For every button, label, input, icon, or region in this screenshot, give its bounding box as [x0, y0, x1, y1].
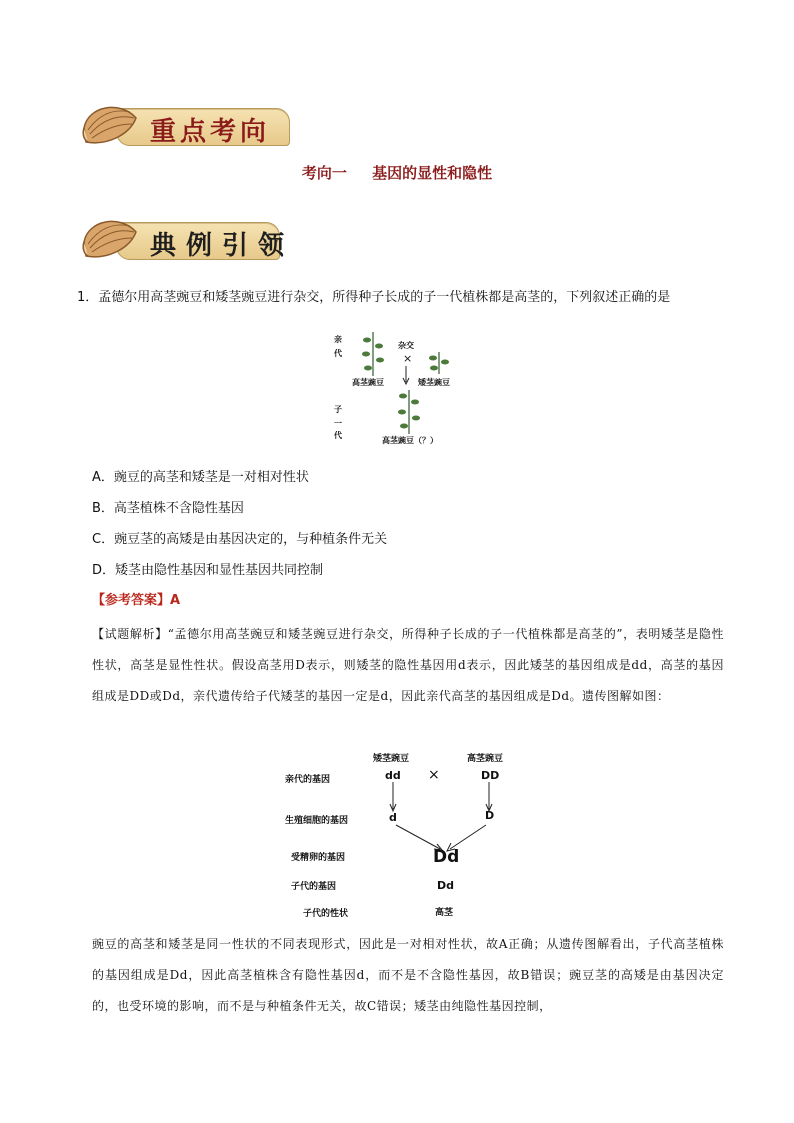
genetic-diagram [285, 745, 525, 923]
conclusion-paragraph [92, 929, 724, 1022]
heading-part-2: 基因的显性和隐性 [372, 164, 493, 182]
question-text: 1．孟德尔用高茎豌豆和矮茎豌豆进行杂交，所得种子长成的子一代植株都是高茎的，下列叙述正确的是 [77, 290, 671, 305]
tall-pea-label: 高茎豌豆 [352, 378, 384, 387]
option-d: D．矮茎由隐性基因和显性基因共同控制 [92, 563, 324, 578]
tall-pea-label: 高茎豌豆 [467, 754, 504, 764]
f1-label: 子 [334, 405, 342, 414]
f1-label: 一 [334, 419, 342, 428]
row-gamete-genes: 生殖细胞的基因 [285, 816, 349, 826]
banner-title: 典例引领 [150, 231, 295, 261]
row-offspring-genes: 子代的基因 [291, 882, 337, 892]
row-offspring-trait: 子代的性状 [303, 909, 349, 919]
gene-Dd-offspring: Dd [437, 879, 455, 892]
analysis-text: 【试题解析】“孟德尔用高茎豌豆和矮茎豌豆进行杂交，所得种子长成的子一代植株都是高茎的”，表明矮茎是隐性性状，高茎是显性性状。假设高茎用D表示，则矮茎的隐性基因用d表示，因此矮茎的基因组成是dd，高茎的基因组成是DD或Dd，亲代遗传给子代矮茎的基因一定是d，因此亲代高茎的基因组成是Dd。遗传图解如图： [92, 627, 724, 703]
cross-symbol: × [428, 767, 440, 783]
cross-label: 杂交 [398, 341, 414, 350]
option-b: B．高茎植株不含隐性基因 [92, 501, 244, 516]
banner-title: 重点考向 [150, 117, 271, 147]
row-zygote-genes: 受精卵的基因 [291, 853, 346, 863]
cross-symbol: × [403, 352, 413, 365]
short-pea-label: 矮茎豌豆 [418, 378, 450, 387]
f1-label: 代 [334, 431, 342, 440]
offspring-pea-plant-icon [394, 386, 424, 434]
trait-tall: 高茎 [435, 908, 454, 918]
conclusion-text: 豌豆的高茎和矮茎是同一性状的不同表现形式，因此是一对相对性状，故A正确；从遗传图解看出，子代高茎植株的基因组成是Dd，因此高茎植株含有隐性基因d，而不是不含隐性基因，故B错误；豌豆茎的高矮是由基因决定的，也受环境的影响，而不是与种植条件无关，故C错误；矮茎由纯隐性基因控制， [92, 937, 724, 1013]
gene-D: D [485, 809, 495, 822]
parent-label: 亲 [334, 335, 342, 344]
option-a: A．豌豆的高茎和矮茎是一对相对性状 [92, 470, 309, 485]
cross-figure [330, 330, 470, 446]
analysis-paragraph [92, 619, 724, 712]
heading-part-1: 考向一 [301, 164, 347, 182]
section-heading [0, 162, 794, 183]
gene-dd: dd [385, 769, 401, 782]
offspring-pea-label: 高茎豌豆（？） [382, 436, 438, 445]
gene-d: d [389, 811, 397, 824]
option-c: C．豌豆茎的高矮是由基因决定的，与种植条件无关 [92, 532, 388, 547]
short-pea-label: 矮茎豌豆 [373, 754, 410, 764]
tall-pea-plant-icon [356, 330, 390, 376]
key-topic-banner [80, 98, 290, 150]
short-pea-plant-icon [426, 346, 452, 374]
example-banner [80, 212, 295, 264]
gene-Dd-zygote: Dd [433, 847, 460, 867]
gene-DD: DD [481, 769, 500, 782]
row-parent-genes: 亲代的基因 [285, 775, 331, 785]
seashell-icon [80, 98, 140, 150]
seashell-icon [80, 212, 140, 264]
down-arrow-icon [402, 366, 410, 386]
reference-answer: 【参考答案】A [92, 593, 181, 608]
parent-label: 代 [334, 349, 342, 358]
